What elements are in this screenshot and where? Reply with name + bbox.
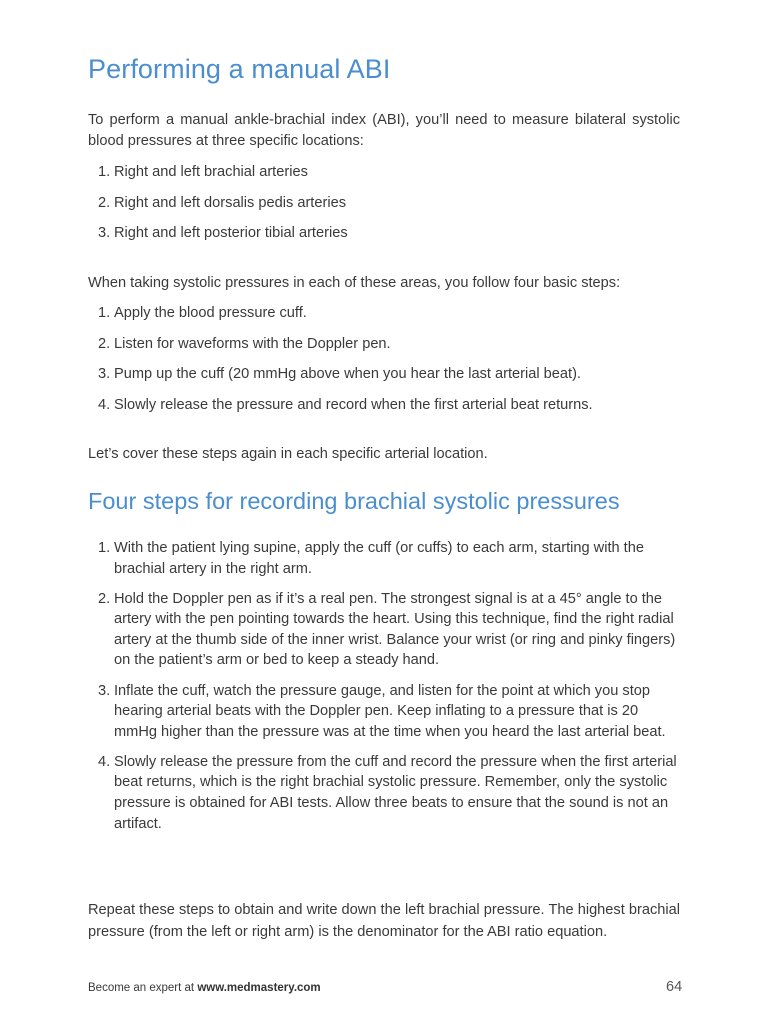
list-item — [88, 162, 680, 183]
list-item-text: Right and left brachial arteries — [114, 164, 308, 180]
list-item — [88, 223, 680, 244]
list-item — [88, 395, 680, 416]
list-item-text: Slowly release the pressure from the cuff and record the pressure when the first arterial beat returns, which is the right brachial systolic pressure. Remember, only the systolic pressure is obtained for ABI tests. Allow three beats to ensure that the sound is not an artifact. — [114, 753, 677, 832]
footer-prefix: Become an expert at — [88, 982, 198, 994]
list-item — [88, 334, 680, 355]
cover-paragraph: Let’s cover these steps again in each specific arterial location. — [88, 446, 488, 462]
list-item-text: Apply the blood pressure cuff. — [114, 305, 307, 321]
list-number: 4. — [98, 396, 111, 413]
list-item — [88, 681, 678, 743]
list-item-text: Pump up the cuff (20 mmHg above when you hear the last arterial beat). — [114, 366, 581, 383]
list-item — [88, 303, 680, 324]
locations-list — [88, 162, 680, 254]
list-number: 3. — [98, 366, 111, 383]
list-number: 1. — [98, 305, 111, 321]
list-item — [88, 193, 680, 214]
list-number: 1. — [98, 164, 111, 180]
list-number: 1. — [98, 540, 111, 556]
list-item-text: Right and left posterior tibial arteries — [114, 225, 348, 242]
page-number: 64 — [666, 979, 683, 995]
list-number: 4. — [98, 753, 111, 770]
section-heading: Four steps for recording brachial systolic pressures — [88, 488, 620, 514]
brachial-steps-list — [88, 538, 678, 844]
list-number: 2. — [98, 194, 111, 211]
list-item-text: Listen for waveforms with the Doppler pen. — [114, 335, 391, 352]
intro-paragraph: To perform a manual ankle-brachial index (ABI), you’ll need to measure bilateral systolic blood pressures at three specific locations: — [88, 112, 680, 149]
list-item-text: Hold the Doppler pen as if it’s a real pen. The strongest signal is at a 45° angle to the artery with the pen pointing towards the heart. Using this technique, find the right radial artery at the thumb side of the inner wrist. Balance your wrist (or ring and pinky fingers) on the patient’s arm or bed to keep a steady hand. — [114, 590, 676, 669]
list-item-text: Inflate the cuff, watch the pressure gauge, and listen for the point at which you stop hearing arterial beats with the Doppler pen. Keep inflating to a pressure that is 20 mmHg higher than the pressure was at the time when you heard the last arterial beat. — [114, 682, 666, 740]
page-title: Performing a manual ABI — [88, 54, 391, 84]
footer-credit — [88, 982, 321, 994]
basic-steps-list — [88, 303, 680, 425]
list-number: 2. — [98, 335, 111, 352]
list-item-text: Right and left dorsalis pedis arteries — [114, 194, 346, 211]
closing-paragraph: Repeat these steps to obtain and write down the left brachial pressure. The highest brachial pressure (from the left or right arm) is the denominator for the ABI ratio equation. — [88, 902, 680, 940]
list-item — [88, 364, 680, 385]
list-item — [88, 752, 678, 834]
footer-site-link[interactable]: www.medmastery.com — [197, 982, 321, 994]
steps-intro-paragraph: When taking systolic pressures in each of these areas, you follow four basic steps: — [88, 275, 621, 291]
list-item-text: With the patient lying supine, apply the cuff (or cuffs) to each arm, starting with the brachial artery in the right arm. — [114, 540, 644, 577]
list-item — [88, 538, 678, 579]
list-number: 3. — [98, 225, 111, 242]
list-number: 2. — [98, 590, 111, 607]
list-number: 3. — [98, 682, 111, 699]
list-item — [88, 589, 678, 671]
list-item-text: Slowly release the pressure and record when the first arterial beat returns. — [114, 396, 593, 413]
